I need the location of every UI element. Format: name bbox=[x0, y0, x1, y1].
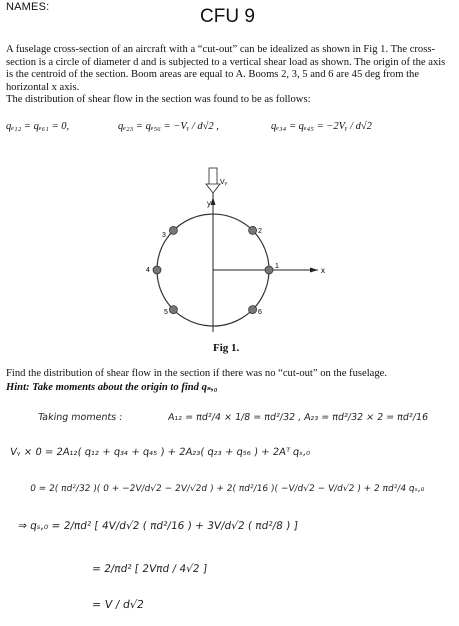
boom-4-label: 4 bbox=[146, 267, 150, 274]
boom-5 bbox=[169, 306, 177, 314]
y-axis-arrowhead bbox=[211, 197, 216, 205]
boom-2-label: 2 bbox=[258, 228, 262, 235]
shear-intro: The distribution of shear flow in the section was found to be as follows: bbox=[6, 94, 311, 106]
equation-q23-q56: qₑ₂₃ = qₑ₅₆ = −Vᵧ / d√2 , bbox=[118, 121, 219, 132]
handwritten-result: = V / d√2 bbox=[91, 598, 145, 611]
question-text: Find the distribution of shear flow in the section if there was no “cut-out” on the fuselage. bbox=[6, 368, 387, 379]
equation-q34-q45: qₑ₃₄ = qₑ₄₅ = −2Vᵧ / d√2 bbox=[271, 121, 372, 132]
equation-q12-q61: qₑ₁₂ = qₑ₆₁ = 0, bbox=[6, 121, 70, 132]
boom-2 bbox=[249, 226, 257, 234]
x-axis-label: x bbox=[321, 266, 325, 275]
handwritten-moment-equation: Vᵧ × 0 = 2A₁₂( q₁₂ + q₃₄ + q₄₅ ) + 2A₂₃( q₂₃ + q₅₆ ) + 2Aᵀ qₛ,₀ bbox=[9, 447, 311, 458]
boom-1-label: 1 bbox=[275, 263, 279, 270]
boom-6 bbox=[249, 306, 257, 314]
page-title: CFU 9 bbox=[200, 6, 255, 27]
shear-load-label: Vᵧ bbox=[220, 179, 227, 186]
handwritten-substituted-equation: 0 = 2( πd²/32 )( 0 + −2V/d√2 − 2V/√2d ) + 2( πd²/16 )( −V/d√2 − V/d√2 ) + 2 πd²/4 qₛ,₀ bbox=[29, 484, 426, 494]
names-label: NAMES: bbox=[6, 1, 50, 13]
boom-1 bbox=[265, 266, 273, 274]
handwritten-qs0-expression: ⇒ qₛ,₀ = 2/πd² [ 4V/d√2 ( πd²/16 ) + 3V/d√2 ( πd²/8 ) ] bbox=[17, 520, 299, 532]
boom-3-label: 3 bbox=[162, 232, 166, 239]
handwritten-simplification: = 2/πd² [ 2Vπd / 4√2 ] bbox=[91, 563, 208, 575]
boom-4 bbox=[153, 266, 161, 274]
problem-paragraph: A fuselage cross-section of an aircraft with a “cut-out” can be idealized as shown in Fig 1. The cross-section is a circle of diameter d and is subjected to a vertical shear load as shown. The origin of the axis is the centroid of the section. Boom areas are equal to A. Booms 2, 3, 5 and 6 are 45 deg from the horizontal x axis. bbox=[6, 44, 446, 93]
y-axis-label: y bbox=[207, 199, 211, 208]
x-axis-arrowhead bbox=[310, 268, 318, 273]
boom-5-label: 5 bbox=[164, 309, 168, 316]
hint-text: Hint: Take moments about the origin to find qₛ,₀ bbox=[6, 382, 218, 393]
shear-load-arrowhead bbox=[206, 184, 220, 193]
boom-6-label: 6 bbox=[258, 309, 262, 316]
handwritten-area-definitions: A₁₂ = πd²/4 × 1/8 = πd²/32 , A₂₃ = πd²/32 × 2 = πd²/16 bbox=[167, 412, 429, 423]
figure-caption: Fig 1. bbox=[213, 342, 240, 354]
handwritten-taking-moments: Taking moments : bbox=[37, 412, 124, 423]
boom-3 bbox=[169, 226, 177, 234]
